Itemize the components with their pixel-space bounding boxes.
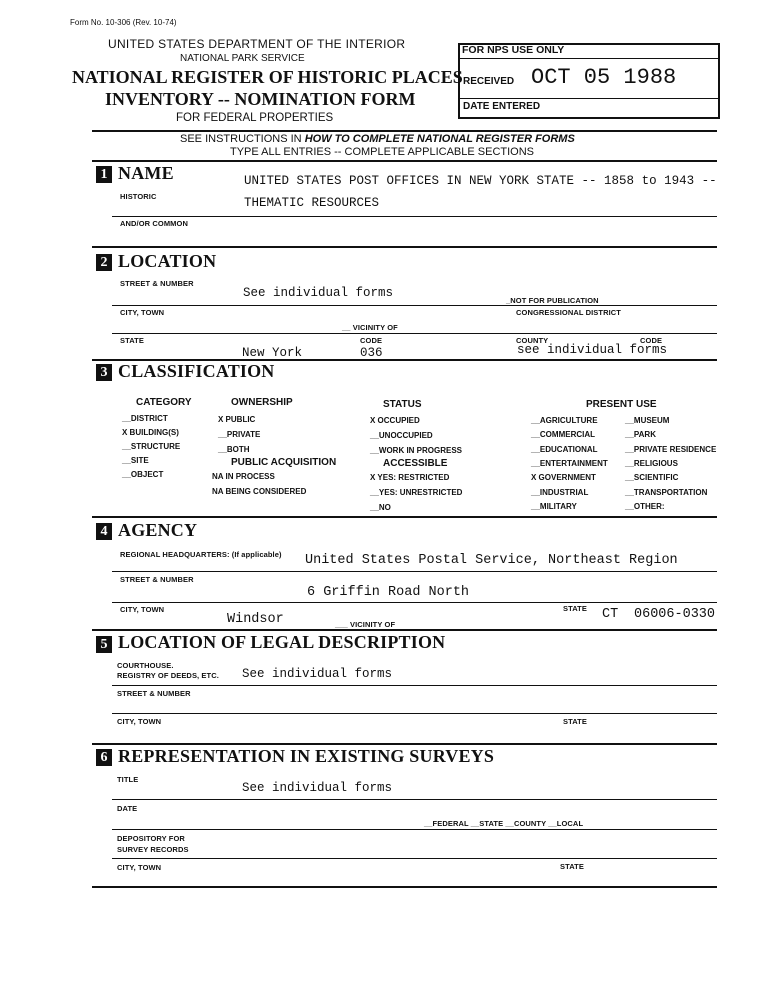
acquisition-being-considered: NA BEING CONSIDERED [212, 487, 307, 496]
present-use-heading: PRESENT USE [586, 399, 657, 410]
location-city-label: CITY, TOWN [120, 308, 165, 317]
location-vicinity: __ VICINITY OF [342, 323, 398, 332]
survey-title-label: TITLE [117, 775, 139, 784]
use-museum: __MUSEUM [625, 416, 670, 425]
location-code-label: CODE [360, 336, 383, 345]
ownership-private: __PRIVATE [218, 430, 261, 439]
form-subtitle: FOR FEDERAL PROPERTIES [176, 112, 334, 124]
use-military: __MILITARY [531, 502, 577, 511]
section-1-title: NAME [118, 163, 174, 183]
common-name-label: AND/OR COMMON [120, 219, 188, 228]
location-county-code-label: CODE [640, 336, 663, 345]
public-acquisition-heading: PUBLIC ACQUISITION [231, 457, 337, 468]
section-3-title: CLASSIFICATION [118, 361, 275, 381]
category-structure: __STRUCTURE [122, 442, 181, 451]
category-district: __DISTRICT [122, 414, 168, 423]
section-2-title: LOCATION [118, 251, 217, 271]
section-4-title: AGENCY [118, 520, 198, 540]
survey-state-label: STATE [560, 862, 584, 871]
agency-state-value: CT [602, 607, 619, 622]
survey-date-label: DATE [117, 804, 138, 813]
legal-state-label: STATE [563, 717, 587, 726]
historic-value-2: THEMATIC RESOURCES [244, 196, 380, 210]
use-scientific: __SCIENTIFIC [625, 473, 679, 482]
received-stamp: OCT 05 1988 [531, 65, 677, 90]
form-title-2: INVENTORY -- NOMINATION FORM [105, 89, 416, 109]
agency-city-label: CITY, TOWN [120, 605, 165, 614]
status-unoccupied: __UNOCCUPIED [370, 431, 433, 440]
courthouse-label-2: REGISTRY OF DEEDS, ETC. [117, 671, 219, 680]
location-code-value: 036 [360, 346, 383, 360]
agency-street-label: STREET & NUMBER [120, 575, 194, 584]
legal-street-label: STREET & NUMBER [117, 689, 191, 698]
section-5-title: LOCATION OF LEGAL DESCRIPTION [118, 632, 446, 652]
congressional-district-label: CONGRESSIONAL DISTRICT [516, 308, 621, 317]
agency-zip-value: 06006-0330 [634, 607, 716, 622]
instructions-line-1: SEE INSTRUCTIONS IN HOW TO COMPLETE NATIONAL REGISTER FORMS [180, 133, 575, 145]
regional-hq-value: United States Postal Service, Northeast Region [305, 553, 678, 568]
nps-use-box [458, 43, 720, 119]
use-entertainment: __ENTERTAINMENT [531, 459, 608, 468]
ownership-heading: OWNERSHIP [231, 397, 293, 408]
section-1-number: 1 [96, 166, 112, 183]
department-heading: UNITED STATES DEPARTMENT OF THE INTERIOR [108, 37, 406, 51]
depository-label-2: SURVEY RECORDS [117, 845, 189, 854]
agency-street-value: 6 Griffin Road North [307, 585, 470, 600]
form-number: Form No. 10-306 (Rev. 10-74) [70, 18, 177, 27]
survey-city-label: CITY, TOWN [117, 863, 162, 872]
not-for-publication: _NOT FOR PUBLICATION [506, 296, 599, 305]
service-heading: NATIONAL PARK SERVICE [180, 53, 305, 64]
depository-label-1: DEPOSITORY FOR [117, 834, 185, 843]
category-heading: CATEGORY [136, 397, 192, 408]
location-street-value: See individual forms [243, 286, 394, 300]
use-religious: __RELIGIOUS [625, 459, 678, 468]
section-4-number: 4 [96, 523, 112, 540]
section-6-title: REPRESENTATION IN EXISTING SURVEYS [118, 746, 495, 766]
section-5-number: 5 [96, 636, 112, 653]
nps-box-heading: FOR NPS USE ONLY [462, 44, 565, 56]
acquisition-in-process: NA IN PROCESS [212, 472, 275, 481]
legal-city-label: CITY, TOWN [117, 717, 162, 726]
use-transportation: __TRANSPORTATION [625, 488, 708, 497]
status-heading: STATUS [383, 399, 422, 410]
agency-city-value: Windsor [227, 612, 284, 627]
courthouse-value: See individual forms [242, 667, 393, 681]
use-government: X GOVERNMENT [531, 473, 596, 482]
section-2-number: 2 [96, 254, 112, 271]
location-county-value: see individual forms [517, 343, 668, 357]
use-commercial: __COMMERCIAL [531, 430, 596, 439]
location-state-value: New York [242, 346, 303, 360]
instructions-line-2: TYPE ALL ENTRIES -- COMPLETE APPLICABLE SECTIONS [230, 146, 535, 158]
agency-state-label: STATE [563, 604, 587, 613]
accessible-heading: ACCESSIBLE [383, 458, 448, 469]
section-6-number: 6 [96, 749, 112, 766]
received-label: RECEIVED [463, 76, 515, 87]
historic-label: HISTORIC [120, 192, 157, 201]
accessible-no: __NO [370, 503, 391, 512]
use-private-residence: __PRIVATE RESIDENCE [625, 445, 717, 454]
use-industrial: __INDUSTRIAL [531, 488, 589, 497]
category-object: __OBJECT [122, 470, 164, 479]
category-buildings: X BUILDING(S) [122, 428, 179, 437]
survey-title-value: See individual forms [242, 781, 393, 795]
use-other: __OTHER: [625, 502, 665, 511]
accessible-unrestricted: __YES: UNRESTRICTED [370, 488, 463, 497]
location-state-label: STATE [120, 336, 144, 345]
ownership-public: X PUBLIC [218, 415, 256, 424]
use-park: __PARK [625, 430, 656, 439]
accessible-restricted: X YES: RESTRICTED [370, 473, 450, 482]
status-work-in-progress: __WORK IN PROGRESS [370, 446, 463, 455]
location-street-label: STREET & NUMBER [120, 279, 194, 288]
ownership-both: __BOTH [218, 445, 250, 454]
regional-hq-label: REGIONAL HEADQUARTERS: (If applicable) [120, 550, 282, 559]
agency-vicinity: ___ VICINITY OF [335, 620, 396, 629]
section-3-number: 3 [96, 364, 112, 381]
category-site: __SITE [122, 456, 149, 465]
location-county-label: COUNTY [516, 336, 549, 345]
courthouse-label-1: COURTHOUSE. [117, 661, 174, 670]
form-title-1: NATIONAL REGISTER OF HISTORIC PLACES [72, 67, 463, 87]
historic-value-1: UNITED STATES POST OFFICES IN NEW YORK STATE -- 1858 to 1943 -- [244, 174, 717, 188]
date-entered-label: DATE ENTERED [463, 101, 541, 112]
status-occupied: X OCCUPIED [370, 416, 420, 425]
use-agriculture: __AGRICULTURE [531, 416, 598, 425]
use-educational: __EDUCATIONAL [531, 445, 598, 454]
survey-levels: __FEDERAL __STATE __COUNTY __LOCAL [424, 819, 584, 828]
